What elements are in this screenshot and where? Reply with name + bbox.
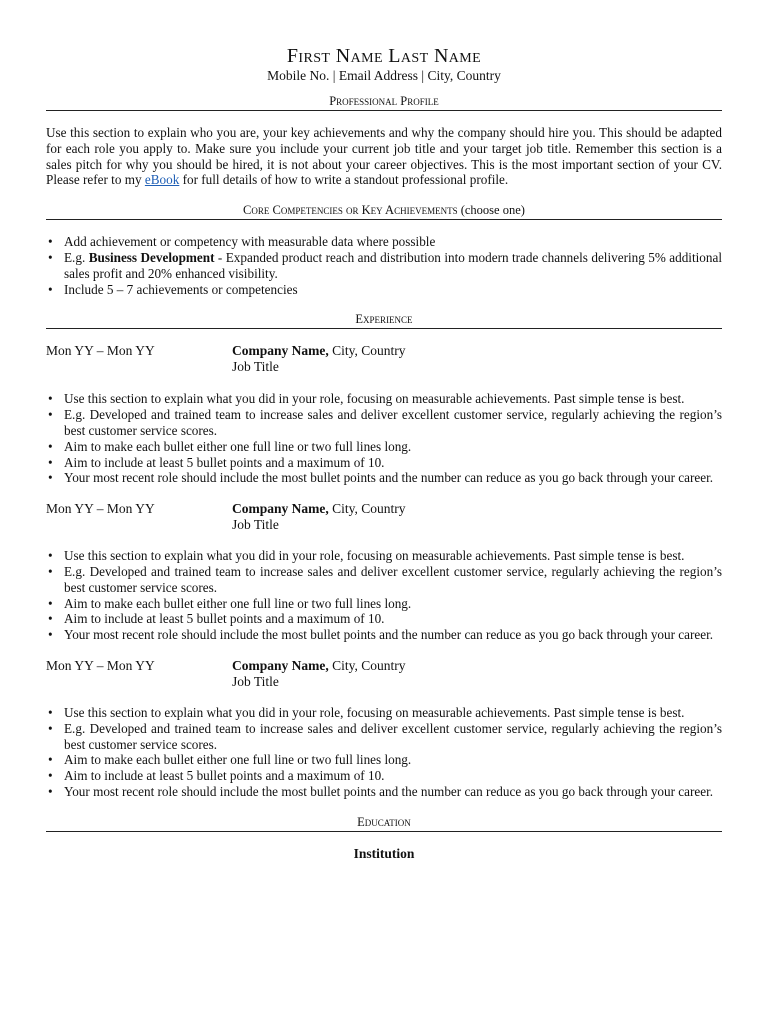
bullet-icon: • (48, 391, 53, 407)
role-header (46, 501, 722, 533)
bullet-icon: • (48, 438, 53, 454)
role-bullet-text: Aim to include at least 5 bullet points and a maximum of 10. (64, 768, 385, 784)
role-dates: Mon YY – Mon YY (46, 657, 155, 673)
role-bullets (46, 391, 722, 486)
role-bullet-text: E.g. Developed and trained team to increase sales and deliver excellent customer service, regularly achieving the region’s best customer service scores. (64, 407, 722, 438)
role-bullet-text: Your most recent role should include the most bullet points and the number can reduce as you go back through your career. (64, 470, 714, 486)
resume-page (46, 0, 722, 862)
role-bullet-text: Aim to include at least 5 bullet points and a maximum of 10. (64, 454, 385, 470)
bullet-icon: • (48, 783, 53, 799)
role-company: Company Name, (232, 501, 329, 517)
role-company-line (232, 343, 406, 359)
role-company-line (232, 501, 406, 517)
bullet-icon: • (48, 234, 53, 250)
role-location: City, Country (328, 343, 406, 359)
role-dates: Mon YY – Mon YY (46, 343, 155, 359)
list-item (46, 250, 722, 282)
competency-text: - Expanded product reach and distribution into modern trade channels delivering 5% additional sales profit and 20% enhanced visibility. (64, 249, 722, 281)
role-header (46, 658, 722, 690)
list-item (46, 282, 722, 298)
list-item (46, 407, 722, 439)
section-heading-education (46, 815, 722, 832)
role-company: Company Name, (232, 343, 329, 359)
role-dates: Mon YY – Mon YY (46, 501, 155, 517)
bullet-icon: • (48, 611, 53, 627)
list-item (46, 611, 722, 627)
role-bullet-text: Your most recent role should include the most bullet points and the number can reduce as you go back through your career. (64, 783, 714, 799)
list-item (46, 564, 722, 596)
bullet-icon: • (48, 470, 53, 486)
role-bullet-text: Use this section to explain what you did in your role, focusing on measurable achievements. Past simple tense is best. (64, 391, 685, 407)
list-item (46, 470, 722, 486)
bullet-icon: • (48, 627, 53, 643)
role-bullet-text: Aim to make each bullet either one full line or two full lines long. (64, 752, 412, 768)
role-title: Job Title (232, 517, 279, 533)
competency-text: Include 5 – 7 achievements or competencies (64, 281, 298, 297)
profile-text-end: for full details of how to write a standout professional profile. (179, 172, 509, 188)
role-bullet-text: Aim to include at least 5 bullet points and a maximum of 10. (64, 611, 385, 627)
section-heading-experience (46, 312, 722, 329)
list-item (46, 784, 722, 800)
role-bullet-text: Aim to make each bullet either one full line or two full lines long. (64, 595, 412, 611)
role-info (232, 501, 406, 533)
competency-bold-label: Business Development (88, 249, 215, 265)
role-company: Company Name, (232, 657, 329, 673)
role-bullet-text: E.g. Developed and trained team to increase sales and deliver excellent customer service, regularly achieving the region’s best customer service scores. (64, 720, 722, 752)
ebook-link[interactable]: eBook (144, 172, 180, 188)
section-heading-profile (46, 94, 722, 111)
list-item (46, 391, 722, 407)
role-info (232, 658, 406, 690)
list-item (46, 752, 722, 768)
section-heading-competencies-text: Core Competencies or Key Achievements (243, 203, 458, 218)
list-item (46, 596, 722, 612)
role-bullet-text: Use this section to explain what you did in your role, focusing on measurable achievements. Past simple tense is best. (64, 548, 685, 564)
role-title: Job Title (232, 359, 279, 375)
bullet-icon: • (48, 595, 53, 611)
profile-text: Use this section to explain who you are, your key achievements and why the company should hire you. This should be adapted for each role you apply to. Make sure you include your current job title and your target job title. Remember this section is a sales pitch for why you should be hired, it is not about your career objectives. This is the most important section of your CV. Please refer to my (46, 125, 722, 188)
competency-text: Add achievement or competency with measurable data where possible (64, 234, 436, 250)
list-item (46, 705, 722, 721)
bullet-icon: • (48, 281, 53, 297)
section-heading-education-text: Education (357, 814, 411, 829)
role-bullet-text: Your most recent role should include the most bullet points and the number can reduce as you go back through your career. (64, 627, 714, 643)
education-institution: Institution (353, 845, 415, 861)
bullet-icon: • (48, 768, 53, 784)
role-bullet-text: E.g. Developed and trained team to increase sales and deliver excellent customer service, regularly achieving the region’s best customer service scores. (64, 563, 722, 595)
list-item (46, 548, 722, 564)
profile-paragraph (46, 125, 722, 188)
bullet-icon: • (48, 720, 53, 736)
bullet-icon: • (48, 752, 53, 768)
contact-line: Mobile No. | Email Address | City, Country (267, 68, 501, 83)
role-bullets (46, 548, 722, 643)
role-bullets (46, 705, 722, 800)
role-title: Job Title (232, 673, 279, 689)
list-item (46, 627, 722, 643)
bullet-icon: • (48, 407, 53, 423)
list-item (46, 455, 722, 471)
section-heading-competencies (46, 203, 722, 220)
candidate-name: First Name Last Name (286, 45, 482, 67)
section-heading-competencies-suffix: (choose one) (460, 203, 525, 218)
list-item (46, 234, 722, 250)
role-bullet-text: Aim to make each bullet either one full line or two full lines long. (64, 438, 412, 454)
section-heading-experience-text: Experience (355, 312, 413, 327)
section-heading-profile-text: Professional Profile (329, 94, 439, 108)
role-company-line (232, 658, 406, 674)
list-item (46, 768, 722, 784)
role-location: City, Country (328, 501, 406, 517)
role-header (46, 343, 722, 375)
list-item (46, 721, 722, 753)
role-info (232, 343, 406, 375)
bullet-icon: • (48, 249, 53, 265)
role-location: City, Country (328, 657, 406, 673)
list-item (46, 439, 722, 455)
competencies-list (46, 234, 722, 297)
bullet-icon: • (48, 454, 53, 470)
bullet-icon: • (48, 548, 53, 564)
competency-prefix: E.g. (64, 249, 89, 265)
bullet-icon: • (48, 704, 53, 720)
role-bullet-text: Use this section to explain what you did in your role, focusing on measurable achievements. Past simple tense is best. (64, 704, 685, 720)
bullet-icon: • (48, 563, 53, 579)
